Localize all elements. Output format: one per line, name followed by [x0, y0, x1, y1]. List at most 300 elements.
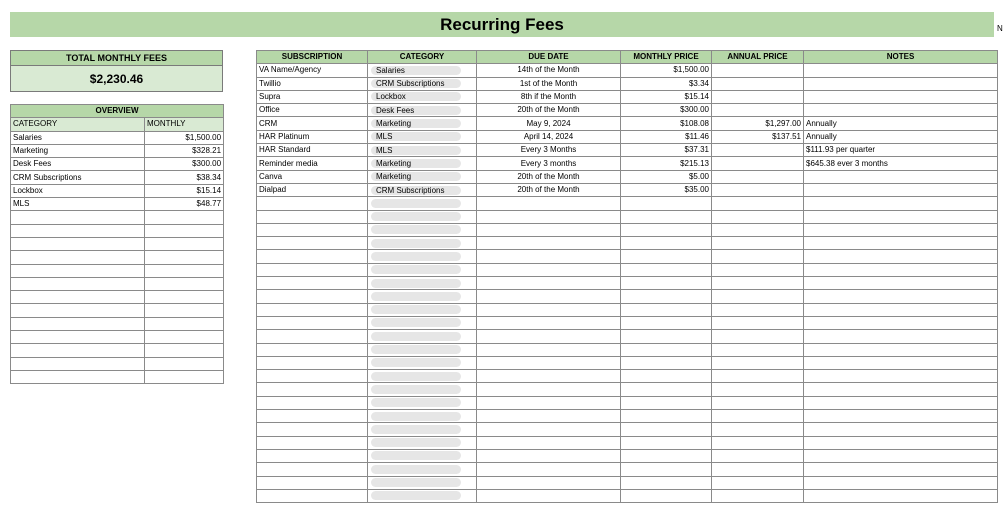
subscription-cell[interactable]	[257, 343, 368, 356]
notes-cell[interactable]	[804, 237, 998, 250]
subscription-row	[257, 436, 998, 449]
notes-cell[interactable]	[804, 263, 998, 276]
annual-price-cell[interactable]: $137.51	[712, 130, 804, 143]
category-cell[interactable]	[368, 410, 477, 423]
due-date-cell[interactable]: Every 3 months	[477, 157, 621, 170]
total-monthly-fees-box[interactable]	[10, 50, 223, 92]
subscription-cell[interactable]: HAR Standard	[257, 144, 368, 157]
subscription-row	[257, 410, 998, 423]
category-cell[interactable]	[368, 316, 477, 329]
category-dropdown-chip[interactable]	[371, 332, 461, 341]
monthly-price-cell[interactable]	[621, 330, 712, 343]
category-dropdown-chip[interactable]: Desk Fees	[371, 106, 461, 115]
category-cell[interactable]	[368, 423, 477, 436]
category-cell[interactable]	[368, 197, 477, 210]
overview-monthly-cell[interactable]	[145, 357, 224, 370]
monthly-price-cell[interactable]	[621, 237, 712, 250]
due-date-cell[interactable]: 20th of the Month	[477, 170, 621, 183]
monthly-price-cell[interactable]	[621, 290, 712, 303]
overview-category-cell[interactable]	[11, 224, 145, 237]
overview-category-cell[interactable]: Salaries	[11, 131, 145, 144]
overview-monthly-cell[interactable]	[145, 370, 224, 383]
overview-category-cell[interactable]	[11, 291, 145, 304]
category-dropdown-chip[interactable]	[371, 318, 461, 327]
category-dropdown-chip[interactable]: Salaries	[371, 66, 461, 75]
monthly-price-cell[interactable]: $1,500.00	[621, 64, 712, 77]
overview-monthly-cell[interactable]	[145, 264, 224, 277]
subscription-cell[interactable]	[257, 197, 368, 210]
overview-category-cell[interactable]	[11, 357, 145, 370]
due-date-cell[interactable]	[477, 410, 621, 423]
subscription-cell[interactable]	[257, 423, 368, 436]
due-date-cell[interactable]	[477, 449, 621, 462]
subscriptions-table	[256, 50, 998, 503]
category-dropdown-chip[interactable]	[371, 252, 461, 261]
category-cell[interactable]	[368, 130, 477, 143]
category-cell[interactable]	[368, 170, 477, 183]
annual-price-cell[interactable]	[712, 90, 804, 103]
due-date-cell[interactable]	[477, 423, 621, 436]
due-date-cell[interactable]	[477, 330, 621, 343]
annual-price-cell[interactable]	[712, 423, 804, 436]
annual-price-cell[interactable]	[712, 330, 804, 343]
overview-monthly-cell[interactable]: $15.14	[145, 184, 224, 197]
header-monthly-price[interactable]: MONTHLY PRICE	[621, 51, 712, 64]
annual-price-cell[interactable]	[712, 489, 804, 502]
category-dropdown-chip[interactable]	[371, 438, 461, 447]
subscription-cell[interactable]	[257, 410, 368, 423]
overview-category-cell[interactable]: Marketing	[11, 144, 145, 157]
subscription-cell[interactable]	[257, 370, 368, 383]
annual-price-cell[interactable]	[712, 170, 804, 183]
overview-category-cell[interactable]: Desk Fees	[11, 158, 145, 171]
category-dropdown-chip[interactable]	[371, 491, 461, 500]
subscription-cell[interactable]	[257, 223, 368, 236]
notes-cell[interactable]	[804, 330, 998, 343]
due-date-cell[interactable]: 8th if the Month	[477, 90, 621, 103]
due-date-cell[interactable]	[477, 263, 621, 276]
category-cell[interactable]	[368, 449, 477, 462]
due-date-cell[interactable]	[477, 197, 621, 210]
subscription-cell[interactable]	[257, 250, 368, 263]
monthly-price-cell[interactable]: $11.46	[621, 130, 712, 143]
due-date-cell[interactable]: Every 3 Months	[477, 144, 621, 157]
subscription-cell[interactable]: VA Name/Agency	[257, 64, 368, 77]
category-dropdown-chip[interactable]	[371, 305, 461, 314]
notes-cell[interactable]	[804, 356, 998, 369]
category-cell[interactable]	[368, 64, 477, 77]
subscription-cell[interactable]	[257, 383, 368, 396]
overview-monthly-cell[interactable]	[145, 304, 224, 317]
notes-cell[interactable]	[804, 104, 998, 117]
subscription-cell[interactable]	[257, 463, 368, 476]
notes-cell[interactable]	[804, 410, 998, 423]
overview-monthly-cell[interactable]	[145, 224, 224, 237]
overview-monthly-cell[interactable]	[145, 344, 224, 357]
notes-cell[interactable]	[804, 436, 998, 449]
monthly-price-cell[interactable]: $35.00	[621, 183, 712, 196]
category-cell[interactable]	[368, 263, 477, 276]
category-dropdown-chip[interactable]	[371, 225, 461, 234]
overview-monthly-cell[interactable]	[145, 317, 224, 330]
notes-cell[interactable]	[804, 290, 998, 303]
overview-category-cell[interactable]	[11, 304, 145, 317]
due-date-cell[interactable]: May 9, 2024	[477, 117, 621, 130]
monthly-price-cell[interactable]: $5.00	[621, 170, 712, 183]
monthly-price-cell[interactable]: $15.14	[621, 90, 712, 103]
monthly-price-cell[interactable]	[621, 343, 712, 356]
notes-cell[interactable]	[804, 383, 998, 396]
annual-price-cell[interactable]	[712, 370, 804, 383]
subscription-cell[interactable]: Supra	[257, 90, 368, 103]
overview-monthly-cell[interactable]	[145, 251, 224, 264]
subscription-row	[257, 449, 998, 462]
monthly-price-cell[interactable]	[621, 250, 712, 263]
category-cell[interactable]	[368, 303, 477, 316]
category-dropdown-chip[interactable]: Marketing	[371, 159, 461, 168]
monthly-price-cell[interactable]	[621, 410, 712, 423]
subscription-cell[interactable]	[257, 330, 368, 343]
annual-price-cell[interactable]	[712, 383, 804, 396]
annual-price-cell[interactable]	[712, 263, 804, 276]
header-annual-price[interactable]: ANNUAL PRICE	[712, 51, 804, 64]
subscription-cell[interactable]	[257, 396, 368, 409]
due-date-cell[interactable]	[477, 250, 621, 263]
subscription-cell[interactable]	[257, 489, 368, 502]
overview-row	[11, 211, 224, 224]
category-dropdown-chip[interactable]	[371, 412, 461, 421]
annual-price-cell[interactable]	[712, 290, 804, 303]
category-dropdown-chip[interactable]	[371, 199, 461, 208]
annual-price-cell[interactable]	[712, 277, 804, 290]
monthly-price-cell[interactable]	[621, 197, 712, 210]
category-cell[interactable]	[368, 210, 477, 223]
due-date-cell[interactable]: 1st of the Month	[477, 77, 621, 90]
overview-monthly-cell[interactable]	[145, 331, 224, 344]
category-cell[interactable]	[368, 383, 477, 396]
notes-cell[interactable]: $645.38 ever 3 months	[804, 157, 998, 170]
overview-category-cell[interactable]	[11, 237, 145, 250]
category-cell[interactable]	[368, 396, 477, 409]
subscription-row	[257, 144, 998, 157]
overview-category-cell[interactable]	[11, 211, 145, 224]
subscription-row	[257, 64, 998, 77]
category-dropdown-chip[interactable]	[371, 478, 461, 487]
due-date-cell[interactable]	[477, 489, 621, 502]
overview-row	[11, 224, 224, 237]
due-date-cell[interactable]	[477, 476, 621, 489]
notes-cell[interactable]	[804, 423, 998, 436]
category-dropdown-chip[interactable]	[371, 425, 461, 434]
monthly-price-cell[interactable]: $37.31	[621, 144, 712, 157]
annual-price-cell[interactable]	[712, 237, 804, 250]
subscription-row	[257, 170, 998, 183]
annual-price-cell[interactable]	[712, 210, 804, 223]
due-date-cell[interactable]	[477, 237, 621, 250]
subscription-row	[257, 250, 998, 263]
category-dropdown-chip[interactable]	[371, 451, 461, 460]
monthly-price-cell[interactable]	[621, 489, 712, 502]
subscriptions-body	[257, 64, 998, 503]
due-date-cell[interactable]: 14th of the Month	[477, 64, 621, 77]
category-dropdown-chip[interactable]	[371, 398, 461, 407]
category-dropdown-chip[interactable]: Lockbox	[371, 92, 461, 101]
category-dropdown-chip[interactable]	[371, 265, 461, 274]
notes-cell[interactable]: $111.93 per quarter	[804, 144, 998, 157]
category-dropdown-chip[interactable]: MLS	[371, 132, 461, 141]
category-cell[interactable]	[368, 489, 477, 502]
overview-category-cell[interactable]	[11, 264, 145, 277]
monthly-price-cell[interactable]	[621, 449, 712, 462]
overview-category-cell[interactable]: MLS	[11, 198, 145, 211]
notes-cell[interactable]	[804, 223, 998, 236]
due-date-cell[interactable]	[477, 277, 621, 290]
category-cell[interactable]	[368, 356, 477, 369]
monthly-price-cell[interactable]	[621, 277, 712, 290]
subscription-row	[257, 396, 998, 409]
category-cell[interactable]	[368, 436, 477, 449]
notes-cell[interactable]	[804, 449, 998, 462]
due-date-cell[interactable]	[477, 343, 621, 356]
subscription-cell[interactable]	[257, 316, 368, 329]
annual-price-cell[interactable]	[712, 77, 804, 90]
overview-monthly-cell[interactable]: $48.77	[145, 198, 224, 211]
category-dropdown-chip[interactable]	[371, 212, 461, 221]
category-cell[interactable]	[368, 223, 477, 236]
due-date-cell[interactable]: 20th of the Month	[477, 104, 621, 117]
category-dropdown-chip[interactable]: MLS	[371, 146, 461, 155]
subscription-cell[interactable]	[257, 356, 368, 369]
due-date-cell[interactable]	[477, 370, 621, 383]
header-subscription[interactable]: SUBSCRIPTION	[257, 51, 368, 64]
overview-row	[11, 131, 224, 144]
due-date-cell[interactable]	[477, 210, 621, 223]
overview-monthly-cell[interactable]	[145, 211, 224, 224]
notes-cell[interactable]	[804, 396, 998, 409]
due-date-cell[interactable]: April 14, 2024	[477, 130, 621, 143]
overview-category-cell[interactable]: Lockbox	[11, 184, 145, 197]
subscription-cell[interactable]	[257, 263, 368, 276]
notes-cell[interactable]	[804, 370, 998, 383]
total-label: TOTAL MONTHLY FEES	[11, 51, 222, 66]
notes-cell[interactable]	[804, 64, 998, 77]
overview-monthly-cell[interactable]: $38.34	[145, 171, 224, 184]
annual-price-cell[interactable]: $1,297.00	[712, 117, 804, 130]
notes-cell[interactable]	[804, 343, 998, 356]
annual-price-cell[interactable]	[712, 436, 804, 449]
sheet-title-banner[interactable]	[10, 12, 994, 37]
category-cell[interactable]	[368, 290, 477, 303]
monthly-price-cell[interactable]	[621, 303, 712, 316]
notes-cell[interactable]	[804, 316, 998, 329]
annual-price-cell[interactable]	[712, 64, 804, 77]
monthly-price-cell[interactable]: $215.13	[621, 157, 712, 170]
subscription-row	[257, 77, 998, 90]
annual-price-cell[interactable]	[712, 463, 804, 476]
notes-cell[interactable]: Annually	[804, 117, 998, 130]
overview-category-cell[interactable]	[11, 331, 145, 344]
annual-price-cell[interactable]	[712, 104, 804, 117]
category-dropdown-chip[interactable]: Marketing	[371, 172, 461, 181]
notes-cell[interactable]	[804, 277, 998, 290]
header-category[interactable]: CATEGORY	[368, 51, 477, 64]
category-dropdown-chip[interactable]: Marketing	[371, 119, 461, 128]
due-date-cell[interactable]	[477, 463, 621, 476]
annual-price-cell[interactable]	[712, 223, 804, 236]
category-dropdown-chip[interactable]	[371, 465, 461, 474]
overview-monthly-cell[interactable]: $300.00	[145, 158, 224, 171]
category-cell[interactable]	[368, 277, 477, 290]
category-cell[interactable]	[368, 183, 477, 196]
monthly-price-cell[interactable]	[621, 463, 712, 476]
notes-cell[interactable]	[804, 210, 998, 223]
overview-row	[11, 251, 224, 264]
notes-cell[interactable]	[804, 250, 998, 263]
annual-price-cell[interactable]	[712, 410, 804, 423]
category-cell[interactable]	[368, 157, 477, 170]
subscription-cell[interactable]	[257, 449, 368, 462]
monthly-price-cell[interactable]	[621, 263, 712, 276]
category-dropdown-chip[interactable]	[371, 385, 461, 394]
overview-monthly-cell[interactable]	[145, 277, 224, 290]
monthly-price-cell[interactable]: $108.08	[621, 117, 712, 130]
notes-cell[interactable]	[804, 197, 998, 210]
annual-price-cell[interactable]	[712, 343, 804, 356]
notes-cell[interactable]	[804, 77, 998, 90]
category-cell[interactable]	[368, 343, 477, 356]
monthly-price-cell[interactable]	[621, 396, 712, 409]
monthly-price-cell[interactable]: $300.00	[621, 104, 712, 117]
monthly-price-cell[interactable]	[621, 223, 712, 236]
annual-price-cell[interactable]	[712, 356, 804, 369]
subscription-cell[interactable]	[257, 476, 368, 489]
category-cell[interactable]	[368, 250, 477, 263]
annual-price-cell[interactable]	[712, 197, 804, 210]
due-date-cell[interactable]	[477, 396, 621, 409]
monthly-price-cell[interactable]	[621, 356, 712, 369]
category-cell[interactable]	[368, 117, 477, 130]
subscription-cell[interactable]	[257, 237, 368, 250]
overview-header-category[interactable]: CATEGORY	[11, 118, 145, 131]
monthly-price-cell[interactable]	[621, 316, 712, 329]
notes-cell[interactable]	[804, 183, 998, 196]
notes-cell[interactable]	[804, 170, 998, 183]
category-cell[interactable]	[368, 90, 477, 103]
category-dropdown-chip[interactable]: CRM Subscriptions	[371, 79, 461, 88]
subscription-cell[interactable]: HAR Platinum	[257, 130, 368, 143]
category-dropdown-chip[interactable]	[371, 358, 461, 367]
monthly-price-cell[interactable]	[621, 370, 712, 383]
category-cell[interactable]	[368, 104, 477, 117]
due-date-cell[interactable]	[477, 356, 621, 369]
subscription-row	[257, 210, 998, 223]
annual-price-cell[interactable]	[712, 449, 804, 462]
subscription-cell[interactable]: Dialpad	[257, 183, 368, 196]
overview-monthly-cell[interactable]	[145, 237, 224, 250]
overview-category-cell[interactable]	[11, 370, 145, 383]
monthly-price-cell[interactable]	[621, 383, 712, 396]
monthly-price-cell[interactable]: $3.34	[621, 77, 712, 90]
header-notes[interactable]: NOTES	[804, 51, 998, 64]
subscription-cell[interactable]	[257, 290, 368, 303]
monthly-price-cell[interactable]	[621, 436, 712, 449]
notes-cell[interactable]	[804, 303, 998, 316]
annual-price-cell[interactable]	[712, 316, 804, 329]
overview-category-cell[interactable]	[11, 317, 145, 330]
notes-cell[interactable]	[804, 476, 998, 489]
category-dropdown-chip[interactable]	[371, 239, 461, 248]
subscription-cell[interactable]	[257, 436, 368, 449]
subscription-cell[interactable]: Reminder media	[257, 157, 368, 170]
overview-header-monthly[interactable]: MONTHLY	[145, 118, 224, 131]
overview-monthly-cell[interactable]	[145, 291, 224, 304]
notes-cell[interactable]	[804, 90, 998, 103]
subscription-cell[interactable]: Office	[257, 104, 368, 117]
category-cell[interactable]	[368, 144, 477, 157]
overview-title[interactable]: OVERVIEW	[11, 105, 224, 118]
overview-category-cell[interactable]: CRM Subscriptions	[11, 171, 145, 184]
category-dropdown-chip[interactable]: CRM Subscriptions	[371, 186, 461, 195]
annual-price-cell[interactable]	[712, 476, 804, 489]
category-cell[interactable]	[368, 77, 477, 90]
overview-category-cell[interactable]	[11, 277, 145, 290]
notes-cell[interactable]: Annually	[804, 130, 998, 143]
overview-category-cell[interactable]	[11, 251, 145, 264]
due-date-cell[interactable]	[477, 223, 621, 236]
overview-row	[11, 370, 224, 383]
notes-cell[interactable]	[804, 489, 998, 502]
monthly-price-cell[interactable]	[621, 210, 712, 223]
annual-price-cell[interactable]	[712, 157, 804, 170]
annual-price-cell[interactable]	[712, 183, 804, 196]
category-dropdown-chip[interactable]	[371, 279, 461, 288]
due-date-cell[interactable]	[477, 436, 621, 449]
subscription-row	[257, 383, 998, 396]
category-dropdown-chip[interactable]	[371, 292, 461, 301]
category-dropdown-chip[interactable]	[371, 372, 461, 381]
monthly-price-cell[interactable]	[621, 423, 712, 436]
category-cell[interactable]	[368, 237, 477, 250]
due-date-cell[interactable]	[477, 316, 621, 329]
subscription-cell[interactable]: CRM	[257, 117, 368, 130]
due-date-cell[interactable]	[477, 383, 621, 396]
subscription-cell[interactable]	[257, 277, 368, 290]
subscription-row	[257, 90, 998, 103]
category-cell[interactable]	[368, 330, 477, 343]
annual-price-cell[interactable]	[712, 396, 804, 409]
category-cell[interactable]	[368, 370, 477, 383]
notes-cell[interactable]	[804, 463, 998, 476]
overview-category-cell[interactable]	[11, 344, 145, 357]
overview-monthly-cell[interactable]: $1,500.00	[145, 131, 224, 144]
header-due-date[interactable]: DUE DATE	[477, 51, 621, 64]
annual-price-cell[interactable]	[712, 250, 804, 263]
due-date-cell[interactable]: 20th of the Month	[477, 183, 621, 196]
due-date-cell[interactable]	[477, 303, 621, 316]
due-date-cell[interactable]	[477, 290, 621, 303]
annual-price-cell[interactable]	[712, 303, 804, 316]
annual-price-cell[interactable]	[712, 144, 804, 157]
category-dropdown-chip[interactable]	[371, 345, 461, 354]
category-cell[interactable]	[368, 476, 477, 489]
monthly-price-cell[interactable]	[621, 476, 712, 489]
category-cell[interactable]	[368, 463, 477, 476]
subscription-cell[interactable]	[257, 303, 368, 316]
subscription-cell[interactable]: Canva	[257, 170, 368, 183]
overview-monthly-cell[interactable]: $328.21	[145, 144, 224, 157]
subscription-cell[interactable]	[257, 210, 368, 223]
subscription-cell[interactable]: Twillio	[257, 77, 368, 90]
